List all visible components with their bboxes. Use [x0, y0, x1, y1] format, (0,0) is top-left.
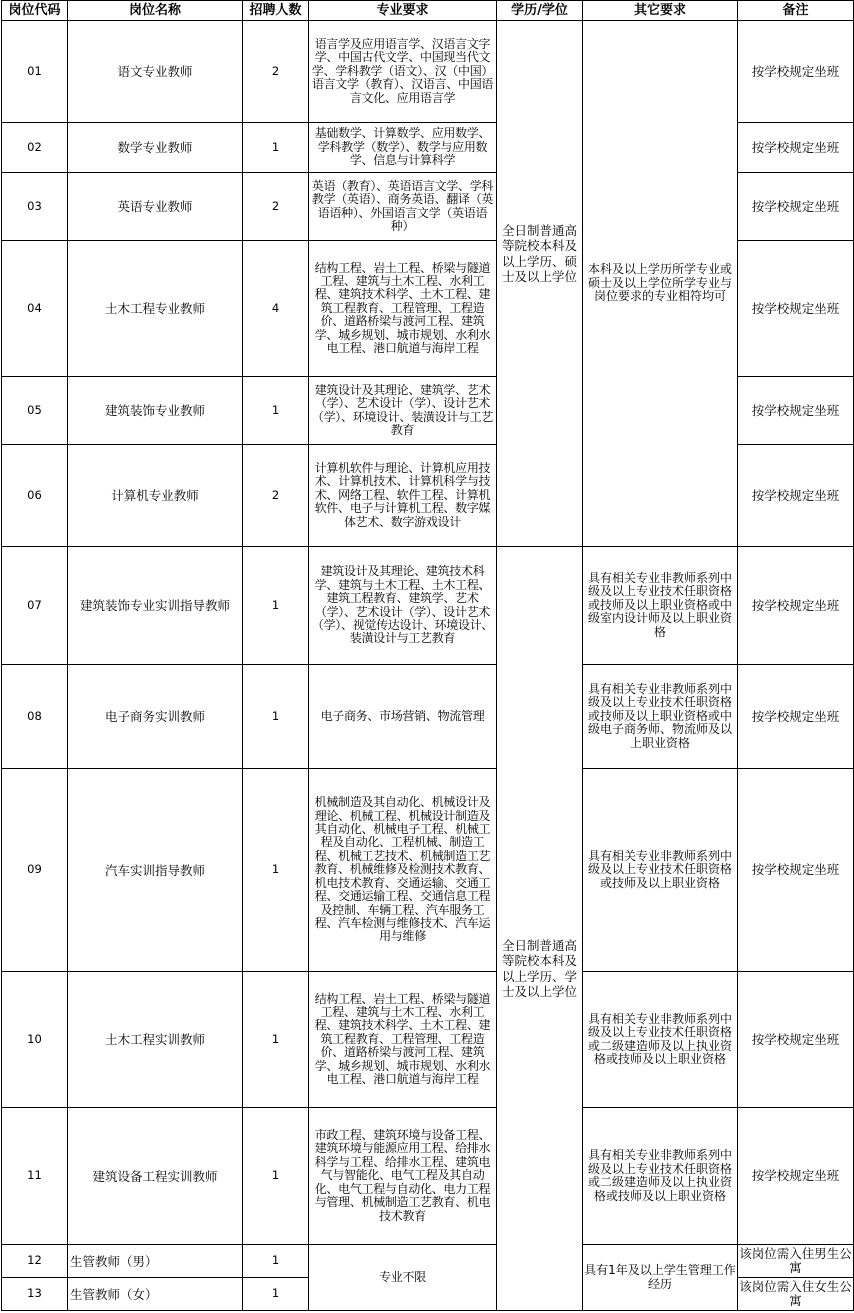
table-row	[2, 972, 854, 1108]
note: 按学校规定坐班	[738, 173, 854, 241]
hiring-count: 2	[243, 21, 309, 123]
hiring-count: 1	[243, 1245, 309, 1278]
header-education: 学历/学位	[497, 1, 583, 21]
note: 按学校规定坐班	[738, 377, 854, 445]
hiring-count: 1	[243, 547, 309, 665]
position-name: 建筑设备工程实训教师	[68, 1108, 243, 1245]
position-name: 数学专业教师	[68, 123, 243, 173]
position-name: 语文专业教师	[68, 21, 243, 123]
education-requirement-text: 全日制普通高等院校本科及以上学历、硕士及以上学位	[502, 222, 578, 284]
hiring-count: 1	[243, 665, 309, 769]
position-code: 12	[2, 1245, 68, 1278]
hiring-count: 1	[243, 972, 309, 1108]
position-code: 10	[2, 972, 68, 1108]
position-code: 01	[2, 21, 68, 123]
major-requirement: 结构工程、岩土工程、桥梁与隧道工程、建筑与土木工程、水利工程、建筑技术科学、土木工程、建筑工程教育、工程管理、工程造价、道路桥梁与渡河工程、建筑学、城乡规划、城市规划、水利水电工程、港口航道与海岸工程	[309, 972, 497, 1108]
header-name: 岗位名称	[68, 1, 243, 21]
header-other-requirements: 其它要求	[583, 1, 738, 21]
position-name: 电子商务实训教师	[68, 665, 243, 769]
major-requirement: 建筑设计及其理论、建筑学、艺术（学）、艺术设计（学）、设计艺术（学）、环境设计、装潢设计与工艺教育	[309, 377, 497, 445]
position-code: 07	[2, 547, 68, 665]
other-requirement: 具有1年及以上学生管理工作经历	[583, 1245, 738, 1311]
header-count: 招聘人数	[243, 1, 309, 21]
position-name: 汽车实训指导教师	[68, 769, 243, 972]
header-major: 专业要求	[309, 1, 497, 21]
note: 该岗位需入住女生公寓	[738, 1278, 854, 1311]
major-requirement: 语言学及应用语言学、汉语言文字学、中国古代文学、中国现当代文学、学科教学（语文）、汉（中国）语言文学（教育）、汉语言、中国语言文化、应用语言学	[309, 21, 497, 123]
other-requirement: 具有相关专业非教师系列中级及以上专业技术任职资格或技师及以上职业资格	[583, 769, 738, 972]
position-name: 土木工程实训教师	[68, 972, 243, 1108]
header-note: 备注	[738, 1, 854, 21]
major-requirement: 结构工程、岩土工程、桥梁与隧道工程、建筑与土木工程、水利工程、建筑技术科学、土木工程、建筑工程教育、工程管理、工程造价、道路桥梁与渡河工程、建筑学、城乡规划、城市规划、水利水电工程、港口航道与海岸工程	[309, 241, 497, 377]
table-row	[2, 547, 854, 665]
hiring-count: 1	[243, 377, 309, 445]
hiring-count: 1	[243, 769, 309, 972]
note: 按学校规定坐班	[738, 547, 854, 665]
header-code: 岗位代码	[2, 1, 68, 21]
table-row	[2, 1245, 854, 1278]
other-requirement: 具有相关专业非教师系列中级及以上专业技术任职资格或技师及以上职业资格或中级室内设计师及以上职业资格	[583, 547, 738, 665]
education-requirement	[497, 547, 583, 1311]
note: 按学校规定坐班	[738, 241, 854, 377]
position-code: 08	[2, 665, 68, 769]
major-requirement: 基础数学、计算数学、应用数学、学科教学（数学）、数学与应用数学、信息与计算科学	[309, 123, 497, 173]
other-requirement: 具有相关专业非教师系列中级及以上专业技术任职资格或二级建造师及以上执业资格或技师及以上职业资格	[583, 972, 738, 1108]
note: 按学校规定坐班	[738, 769, 854, 972]
position-code: 05	[2, 377, 68, 445]
position-code: 04	[2, 241, 68, 377]
position-code: 06	[2, 445, 68, 547]
position-code: 09	[2, 769, 68, 972]
note: 按学校规定坐班	[738, 21, 854, 123]
position-code: 03	[2, 173, 68, 241]
note: 按学校规定坐班	[738, 445, 854, 547]
education-requirement	[497, 21, 583, 547]
position-name: 生管教师（女）	[68, 1278, 243, 1311]
position-name: 计算机专业教师	[68, 445, 243, 547]
hiring-count: 2	[243, 445, 309, 547]
position-code: 13	[2, 1278, 68, 1311]
position-code: 02	[2, 123, 68, 173]
other-requirement: 具有相关专业非教师系列中级及以上专业技术任职资格或二级建造师及以上执业资格或技师及以上职业资格	[583, 1108, 738, 1245]
position-name: 土木工程专业教师	[68, 241, 243, 377]
note: 按学校规定坐班	[738, 972, 854, 1108]
major-requirement: 电子商务、市场营销、物流管理	[309, 665, 497, 769]
position-name: 建筑装饰专业实训指导教师	[68, 547, 243, 665]
position-code: 11	[2, 1108, 68, 1245]
recruitment-table	[1, 0, 854, 1311]
table-row	[2, 21, 854, 123]
major-requirement: 专业不限	[309, 1245, 497, 1311]
note: 按学校规定坐班	[738, 1108, 854, 1245]
hiring-count: 1	[243, 1278, 309, 1311]
other-requirement: 具有相关专业非教师系列中级及以上专业技术任职资格或技师及以上职业资格或中级电子商务师、物流师及以上职业资格	[583, 665, 738, 769]
table-row	[2, 769, 854, 972]
major-requirement: 市政工程、建筑环境与设备工程、建筑环境与能源应用工程、给排水科学与工程、给排水工程、建筑电气与智能化、电气工程及其自动化、电气工程与自动化、电力工程与管理、机械制造工艺教育、机电技术教育	[309, 1108, 497, 1245]
position-name: 英语专业教师	[68, 173, 243, 241]
table-row	[2, 1108, 854, 1245]
major-requirement: 建筑设计及其理论、建筑技术科学、建筑与土木工程、土木工程、建筑工程教育、建筑学、艺术（学）、艺术设计（学）、设计艺术（学）、视觉传达设计、环境设计、装潢设计与工艺教育	[309, 547, 497, 665]
other-requirement: 本科及以上学历所学专业或硕士及以上学位所学专业与岗位要求的专业相符均可	[583, 21, 738, 547]
table-row	[2, 665, 854, 769]
position-name: 生管教师（男）	[68, 1245, 243, 1278]
header-row	[2, 1, 854, 21]
education-requirement-text: 全日制普通高等院校本科及以上学历、学士及以上学位	[502, 937, 578, 999]
major-requirement: 计算机软件与理论、计算机应用技术、计算机技术、计算机科学与技术、网络工程、软件工程、计算机软件、电子与计算机工程、数字媒体艺术、数字游戏设计	[309, 445, 497, 547]
major-requirement: 机械制造及其自动化、机械设计及理论、机械工程、机械设计制造及其自动化、机械电子工程、机械工程及自动化、工程机械、制造工程、机械工艺技术、机械制造工艺教育、机械维修及检测技术教育、机电技术教育、交通运输、交通工程、交通运输工程、交通信息工程及控制、车辆工程、汽车服务工程、汽车检测与维修技术、汽车运用与维修	[309, 769, 497, 972]
major-requirement: 英语（教育）、英语语言文学、学科教学（英语）、商务英语、翻译（英语语种）、外国语言文学（英语语种）	[309, 173, 497, 241]
note: 按学校规定坐班	[738, 665, 854, 769]
note: 该岗位需入住男生公寓	[738, 1245, 854, 1278]
hiring-count: 1	[243, 1108, 309, 1245]
hiring-count: 4	[243, 241, 309, 377]
hiring-count: 1	[243, 123, 309, 173]
hiring-count: 2	[243, 173, 309, 241]
position-name: 建筑装饰专业教师	[68, 377, 243, 445]
note: 按学校规定坐班	[738, 123, 854, 173]
